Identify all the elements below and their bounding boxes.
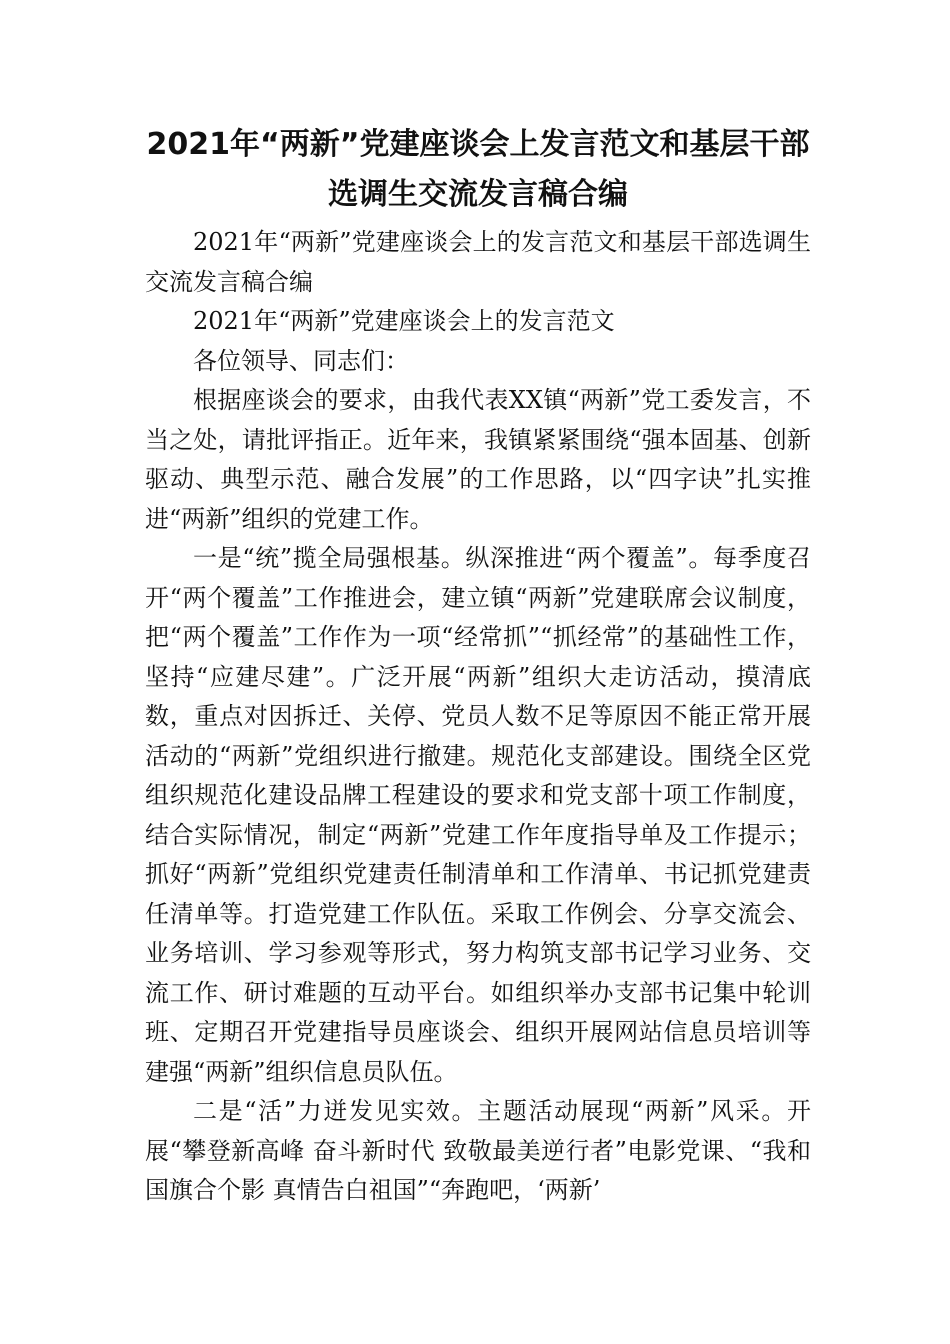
paragraph-intro: 根据座谈会的要求，由我代表XX镇“两新”党工委发言，不当之处，请批评指正。近年来，我镇紧紧围绕“强本固基、创新驱动、典型示范、融合发展”的工作思路，以“四字诀”扎实推进“两新”组织的党建工作。 [145,386,811,533]
paragraph-speech-title: 2021年“两新”党建座谈会上的发言范文 [193,307,615,335]
document-body [145,223,811,1211]
paragraph-point-one: 一是“统”揽全局强根基。纵深推进“两个覆盖”。每季度召开“两个覆盖”工作推进会，建立镇“两新”党建联席会议制度，把“两个覆盖”工作作为一项“经常抓”“抓经常”的基础性工作，坚持“应建尽建”。广泛开展“两新”组织大走访活动，摸清底数，重点对因拆迁、关停、党员人数不足等原因不能正常开展活动的“两新”党组织进行撤建。规范化支部建设。围绕全区党组织规范化建设品牌工程建设的要求和党支部十项工作制度，结合实际情况，制定“两新”党建工作年度指导单及工作提示；抓好“两新”党组织党建责任制清单和工作清单、书记抓党建责任清单等。打造党建工作队伍。采取工作例会、分享交流会、业务培训、学习参观等形式，努力构筑支部书记学习业务、交流工作、研讨难题的互动平台。如组织举办支部书记集中轮训班、定期召开党建指导员座谈会、组织开展网站信息员培训等建强“两新”组织信息员队伍。 [145,544,811,1086]
document-page [145,118,811,1211]
paragraph-salutation: 各位领导、同志们： [193,346,409,375]
document-title: 2021年“两新”党建座谈会上发言范文和基层干部选调生交流发言稿合编 [146,127,810,212]
paragraph-point-two: 二是“活”力迸发见实效。主题活动展现“两新”风采。开展“攀登新高峰 奋斗新时代 致敬最美逆行者”电影党课、“我和国旗合个影 真情告白祖国”“奔跑吧，‘两新’ [145,1097,811,1204]
paragraph-heading-repeat: 2021年“两新”党建座谈会上的发言范文和基层干部选调生交流发言稿合编 [145,228,811,296]
